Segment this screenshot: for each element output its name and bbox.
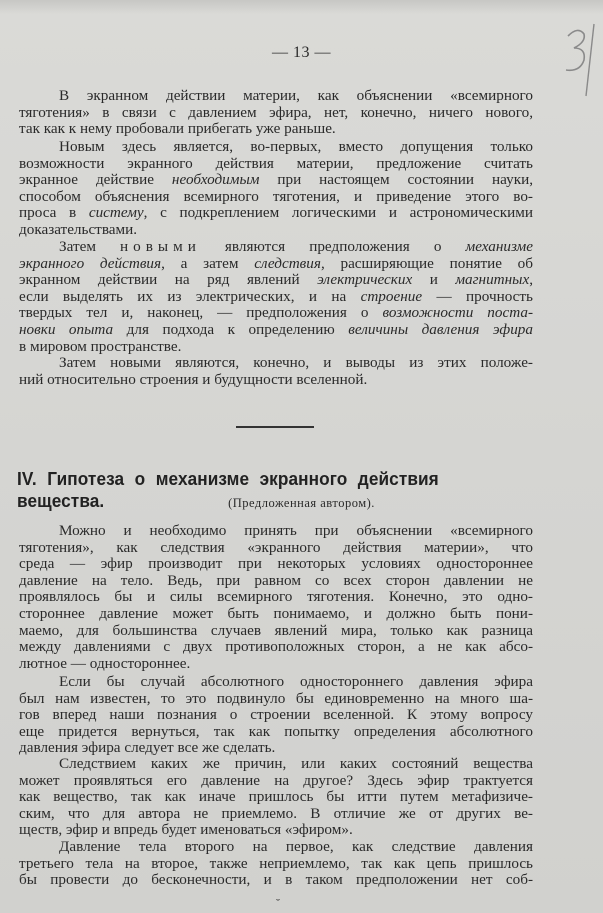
text-line: Новым здесь является, во-первых, вместо допущения только [59, 138, 533, 155]
text-line: ний относительно строения и будущности вселенной. [19, 370, 368, 388]
text-line: если выделять их из электрических, и на строение — прочность [19, 287, 533, 305]
page-number: — 13 — [272, 44, 331, 61]
text-line: экранном действии на ряд явлений электрических и магнитных, [19, 271, 533, 289]
text-line: ским, что для автора не приемлемо. В отличие же от других ве- [19, 804, 533, 822]
text-line: стороннее давление может быть понимаемо, и должно быть пони- [19, 604, 533, 622]
paragraph [19, 523, 533, 672]
italic-emphasis: экранного действия [19, 254, 162, 272]
text-line: экранное действие необходимым при настоящем состоянии науки, [19, 171, 533, 189]
text-line: Затем новыми являются, конечно, и выводы из этих положе- [59, 354, 533, 371]
italic-emphasis: строение [360, 287, 423, 305]
text-line: Можно и необходимо принять при объяснении «всемирного [59, 522, 533, 539]
text-line: проявлялось бы и силы всемирного тяготения. Конечно, это одно- [19, 588, 533, 606]
text-line: бы провести до бесконечности, и в таком предположении нет соб- [19, 871, 533, 889]
paragraph [19, 239, 533, 355]
text-line: доказательствами. [19, 220, 138, 238]
italic-emphasis: систему [88, 204, 144, 222]
paragraph [19, 355, 533, 388]
italic-emphasis: возможности поста- [382, 304, 534, 322]
italic-emphasis: необходимым [171, 171, 260, 189]
text-line: твердых тел и, наконец, — предположения о возможности поста- [19, 304, 534, 322]
text-line: в мировом пространстве. [19, 337, 182, 355]
text-line: маемо, для большинства случаев явлений мира, только как разница [19, 621, 533, 639]
text-line: ществ, эфир и впредь будет именоваться «эфиром». [19, 821, 353, 839]
italic-emphasis: электрических [317, 271, 413, 289]
paragraph [19, 756, 533, 839]
paragraph [19, 674, 533, 757]
text-line: способом объяснения всемирного тяготения, и приведение этого во- [19, 187, 533, 205]
italic-emphasis: новки опыта [19, 320, 114, 338]
text-line: Следствием каких же причин, или каких состояний вещества [59, 755, 533, 772]
text-line: Затем новыми являются предположения о механизме [59, 238, 533, 255]
italic-emphasis: величины давления эфира [348, 320, 533, 338]
text-line: гов вперед наши познания о строении вселенной. К этому вопросу [19, 706, 533, 724]
text-line: третьего тела на второе, также неприемлемо, так как цепь пришлось [19, 854, 533, 872]
text-line: возможности экранного действия материи, предложение считать [19, 154, 533, 172]
text-line: как вещество, так как иначе пришлось бы итти путем метафизиче- [19, 788, 533, 806]
text-line: среда — эфир производит при некоторых условиях одностороннее [19, 555, 533, 573]
text-line: может проявляться его давление на другое? Здесь эфир трактуется [19, 771, 533, 789]
text-line: Давление тела второго на первое, как следствие давления [59, 838, 533, 855]
footer-mark: ˘ [276, 896, 280, 910]
text-line: давления эфира следует все же сделать. [19, 739, 276, 757]
spaced-emphasis: новыми [120, 238, 201, 255]
section-subtitle: (Предложенная автором). [228, 496, 375, 510]
text-line: был нам известен, то это подвинуло бы единовременно на много ша- [19, 689, 533, 707]
text-line: так как к нему пробовали прибегать уже раньше. [19, 120, 336, 138]
section-title: IV. Гипотеза о механизме экранного действия вещества. [17, 468, 439, 511]
text-line: Если бы случай абсолютного одностороннего давления эфира [59, 673, 533, 690]
text-line: давление на тело. Ведь, при равном со всех сторон давлении не [19, 571, 533, 589]
italic-emphasis: механизме [465, 238, 533, 255]
text-line: проса в систему, с подкреплением логическими и астрономическими [19, 204, 533, 222]
text-line: лютное — одностороннее. [19, 654, 191, 672]
text-line: еще придется вернуться, так как попытку определения абсолютного [19, 722, 533, 740]
text-line: экранного действия, а затем следствия, расширяющие понятие об [19, 254, 534, 272]
text-line: между давлениями с двух противоположных сторон, а не как абсо- [19, 638, 533, 656]
text-line: В экранном действии материи, как объяснении «всемирного [59, 87, 533, 104]
text-line: тяготения» в связи с давлением эфира, нет, конечно, ничего нового, [19, 103, 533, 121]
page-edge-shadow [0, 0, 603, 14]
paragraph [19, 139, 533, 239]
text-line: тяготения», как следствия «экранного действия материи», что [19, 538, 533, 556]
paragraph [19, 88, 533, 138]
paragraph [19, 839, 533, 889]
text-line: новки опыта для подхода к определению величины давления эфира [19, 320, 533, 338]
italic-emphasis: следствия [254, 254, 321, 272]
italic-emphasis: магнитных [455, 271, 530, 289]
section-separator [236, 426, 314, 428]
